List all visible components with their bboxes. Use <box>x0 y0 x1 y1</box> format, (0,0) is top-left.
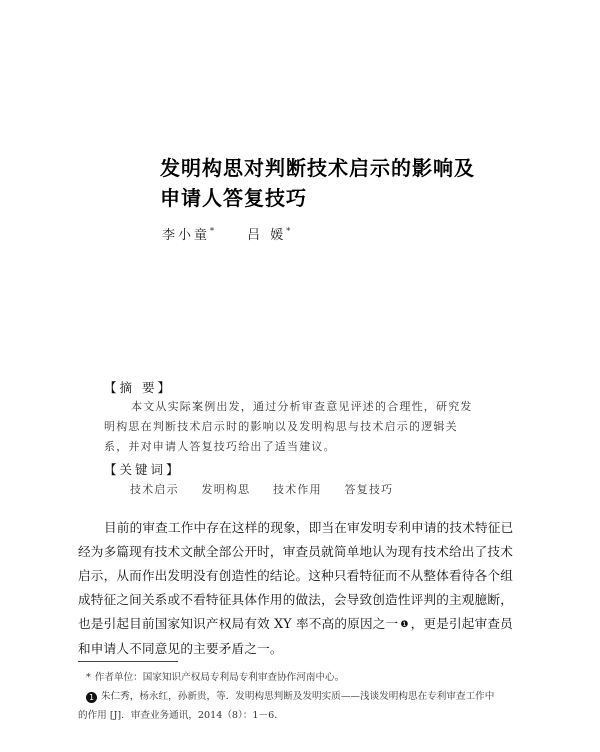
author-2-mark: * <box>286 226 291 236</box>
body-line-5-end: ，更是引起审查员 <box>410 616 513 631</box>
body-line-5 <box>78 612 548 637</box>
reference-footnote-text-1: 朱仁秀，杨永红，孙新贵，等．发明构思判断及发明实质——浅谈发明构思在专利审查工作中 <box>101 691 495 702</box>
reference-footnote-text-2: 的作用 [J]．审查业务通讯，2014（8）：1－6． <box>78 710 284 721</box>
body-line-5-start: 也是引起目前国家知识产权局有效 XY 率不高的原因之一 <box>78 616 399 631</box>
title-line-2: 申请人答复技巧 <box>160 186 307 210</box>
footnote-divider <box>78 661 178 662</box>
body-line-1: 目前的审查工作中存在这样的现象，即当在审发明专利申请的技术特征已 <box>104 520 514 535</box>
keyword-item: 发明构思 <box>201 483 251 496</box>
reference-footnote <box>78 687 558 706</box>
body-paragraph <box>78 516 548 661</box>
article-title <box>160 153 540 213</box>
keywords-label: 【关键词】 <box>104 462 182 477</box>
body-line-3: 启示，从而作出发明没有创造性的结论。这种只看特征而不从整体看待各个组 <box>78 568 513 583</box>
title-line-1: 发明构思对判断技术启示的影响及 <box>160 156 475 180</box>
author-footnote-text: 作者单位：国家知识产权局专利局专利审查协作河南中心。 <box>94 672 345 683</box>
keyword-item: 技术启示 <box>130 483 179 496</box>
footnotes <box>78 668 558 725</box>
author-list <box>162 224 316 243</box>
author-1-mark: * <box>210 226 215 236</box>
author-2 <box>247 224 290 243</box>
abstract-label: 【摘 要】 <box>104 380 173 395</box>
reference-marker[interactable]: ❶ <box>400 620 409 630</box>
keywords-list <box>130 481 411 497</box>
abstract-line-2: 明构思在判断技术启示时的影响以及发明构思与技术启示的逻辑关 <box>104 420 458 433</box>
keyword-item: 答复技巧 <box>344 483 394 496</box>
body-line-4: 成特征之间关系或不看特征具体作用的做法，会导致创造性评判的主观臆断， <box>78 592 513 607</box>
abstract-line-1: 本文从实际案例出发，通过分析审查意见评述的合理性，研究发 <box>131 400 473 413</box>
body-line-6: 和申请人不同意见的主要矛盾之一。 <box>78 641 283 656</box>
author-footnote <box>78 668 558 687</box>
footnote-number-badge: 1 <box>86 692 97 703</box>
keyword-item: 技术作用 <box>273 483 322 496</box>
abstract-text <box>104 397 496 457</box>
body-line-2: 经为多篇现有技术文献全部公开时，审查员就简单地认为现有技术给出了技术 <box>78 544 513 559</box>
author-2-name: 吕 媛 <box>247 228 287 243</box>
abstract-line-3: 系，并对申请人答复技巧给出了适当建议。 <box>104 440 336 453</box>
author-1-name: 李小童 <box>162 228 211 243</box>
author-1 <box>162 224 214 243</box>
footnote-asterisk: * <box>86 672 91 683</box>
